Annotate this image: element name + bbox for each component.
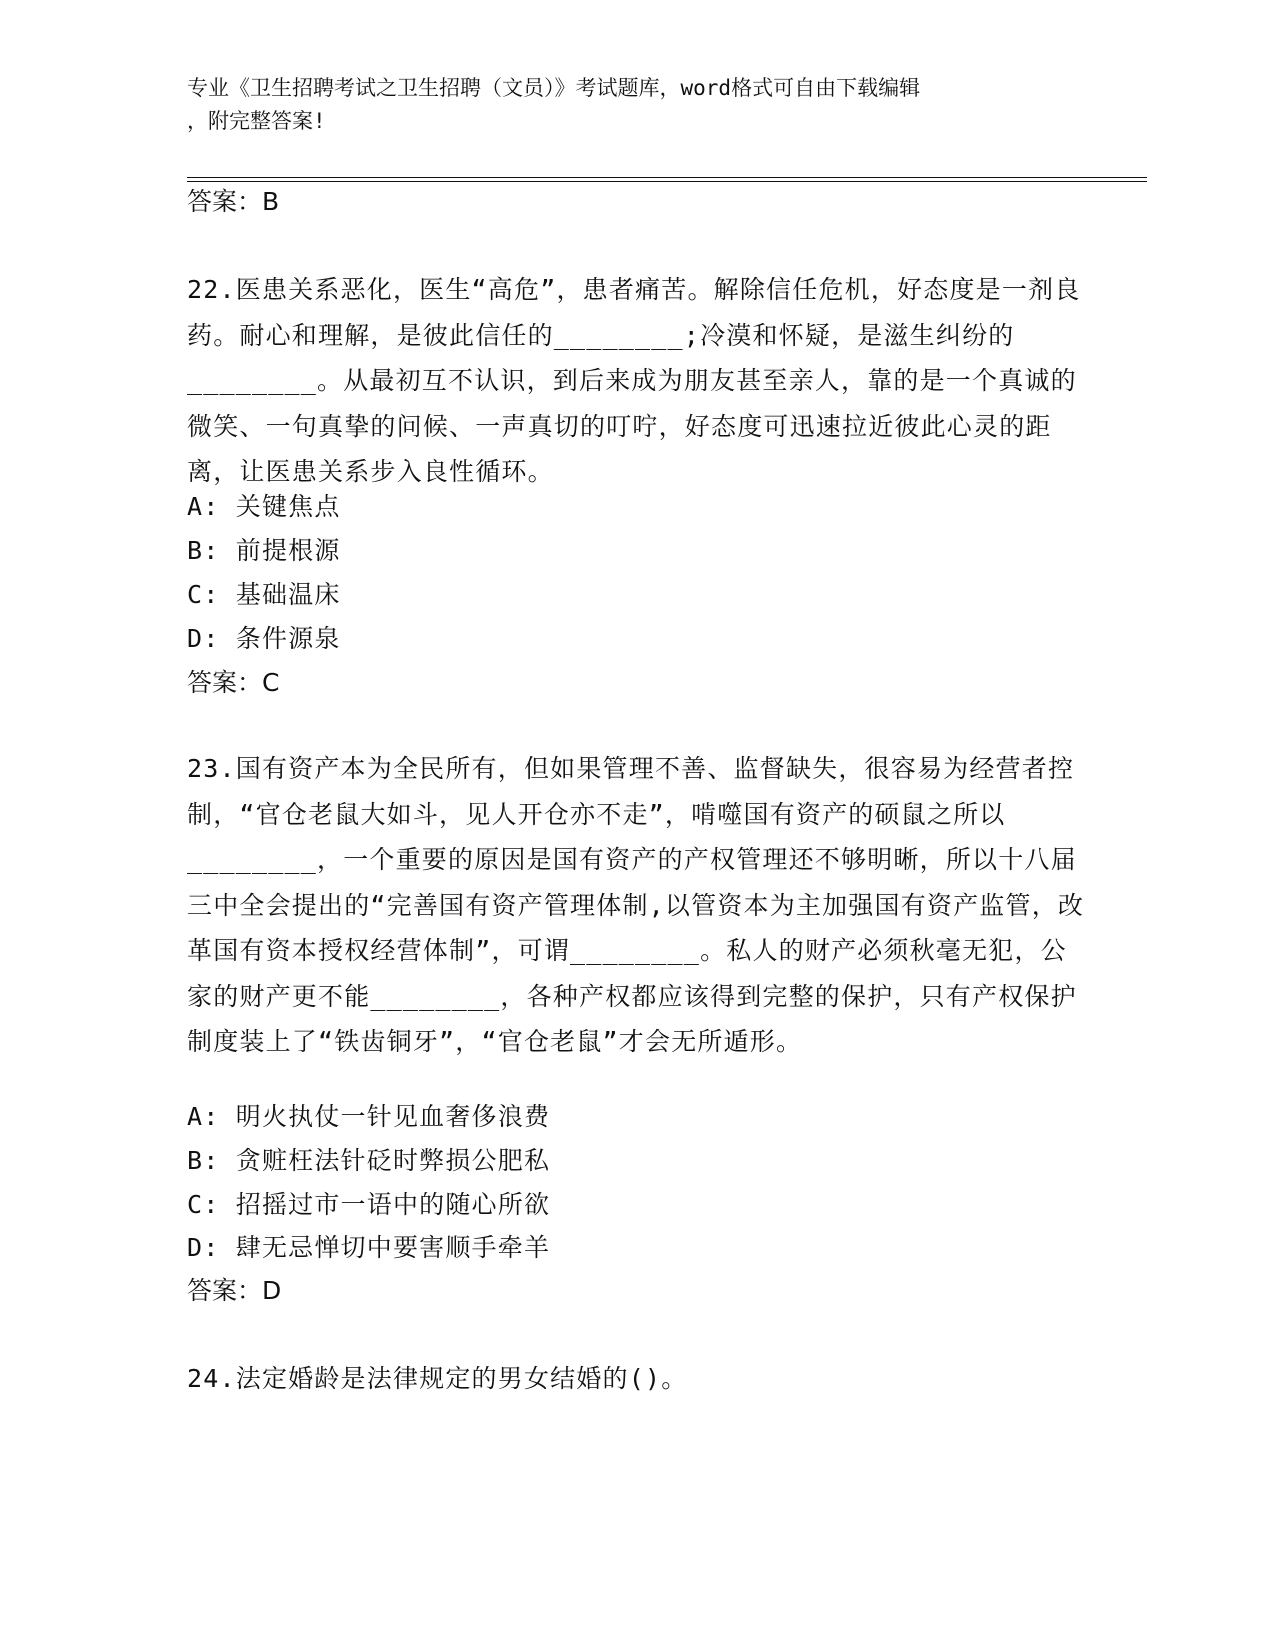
question-23-option-a: A: 明火执仗一针见血奢侈浪费 xyxy=(187,1102,551,1131)
question-23-stem: 23.国有资产本为全民所有，但如果管理不善、监督缺失，很容易为经营者控制，“官仓老鼠大如斗，见人开仓亦不走”，啃噬国有资产的硕鼠之所以________，一个重要的原因是国有资产的产权管理还不够明晰，所以十八届三中全会提出的“完善国有资产管理体制,以管资本为主加强国有资产监管，改革国有资本授权经营体制”，可谓________。私人的财产必须秋毫无犯，公家的财产更不能________，各种产权都应该得到完整的保护，只有产权保护制度装上了“铁齿铜牙”，“官仓老鼠”才会无所遁形。 xyxy=(187,754,1085,1056)
answer-q22: 答案：C xyxy=(187,668,280,697)
header-rule-top xyxy=(187,177,1147,178)
answer-q21: 答案：B xyxy=(187,187,280,216)
document-header xyxy=(187,72,1087,138)
header-line-1: 专业《卫生招聘考试之卫生招聘（文员）》考试题库，word格式可自由下载编辑 xyxy=(187,76,921,100)
question-22-option-a: A: 关键焦点 xyxy=(187,492,341,521)
question-22-option-d: D: 条件源泉 xyxy=(187,624,341,653)
question-23-option-b: B: 贪赃枉法针砭时弊损公肥私 xyxy=(187,1146,551,1175)
question-23-option-c: C: 招摇过市一语中的随心所欲 xyxy=(187,1190,551,1219)
question-22-option-b: B: 前提根源 xyxy=(187,536,341,565)
header-rule-bottom xyxy=(187,181,1147,182)
question-22-option-c: C: 基础温床 xyxy=(187,580,341,609)
question-24-stem: 24.法定婚龄是法律规定的男女结婚的()。 xyxy=(187,1364,688,1393)
question-23-option-d: D: 肆无忌惮切中要害顺手牵羊 xyxy=(187,1233,551,1262)
header-line-2: ，附完整答案! xyxy=(187,109,326,133)
question-22-stem: 22.医患关系恶化，医生“高危”，患者痛苦。解除信任危机，好态度是一剂良药。耐心和理解，是彼此信任的________;冷漠和怀疑，是滋生纠纷的________。从最初互不认识，到后来成为朋友甚至亲人，靠的是一个真诚的微笑、一句真挚的问候、一声真切的叮咛，好态度可迅速拉近彼此心灵的距离，让医患关系步入良性循环。 xyxy=(187,275,1081,486)
answer-q23: 答案：D xyxy=(187,1276,282,1305)
